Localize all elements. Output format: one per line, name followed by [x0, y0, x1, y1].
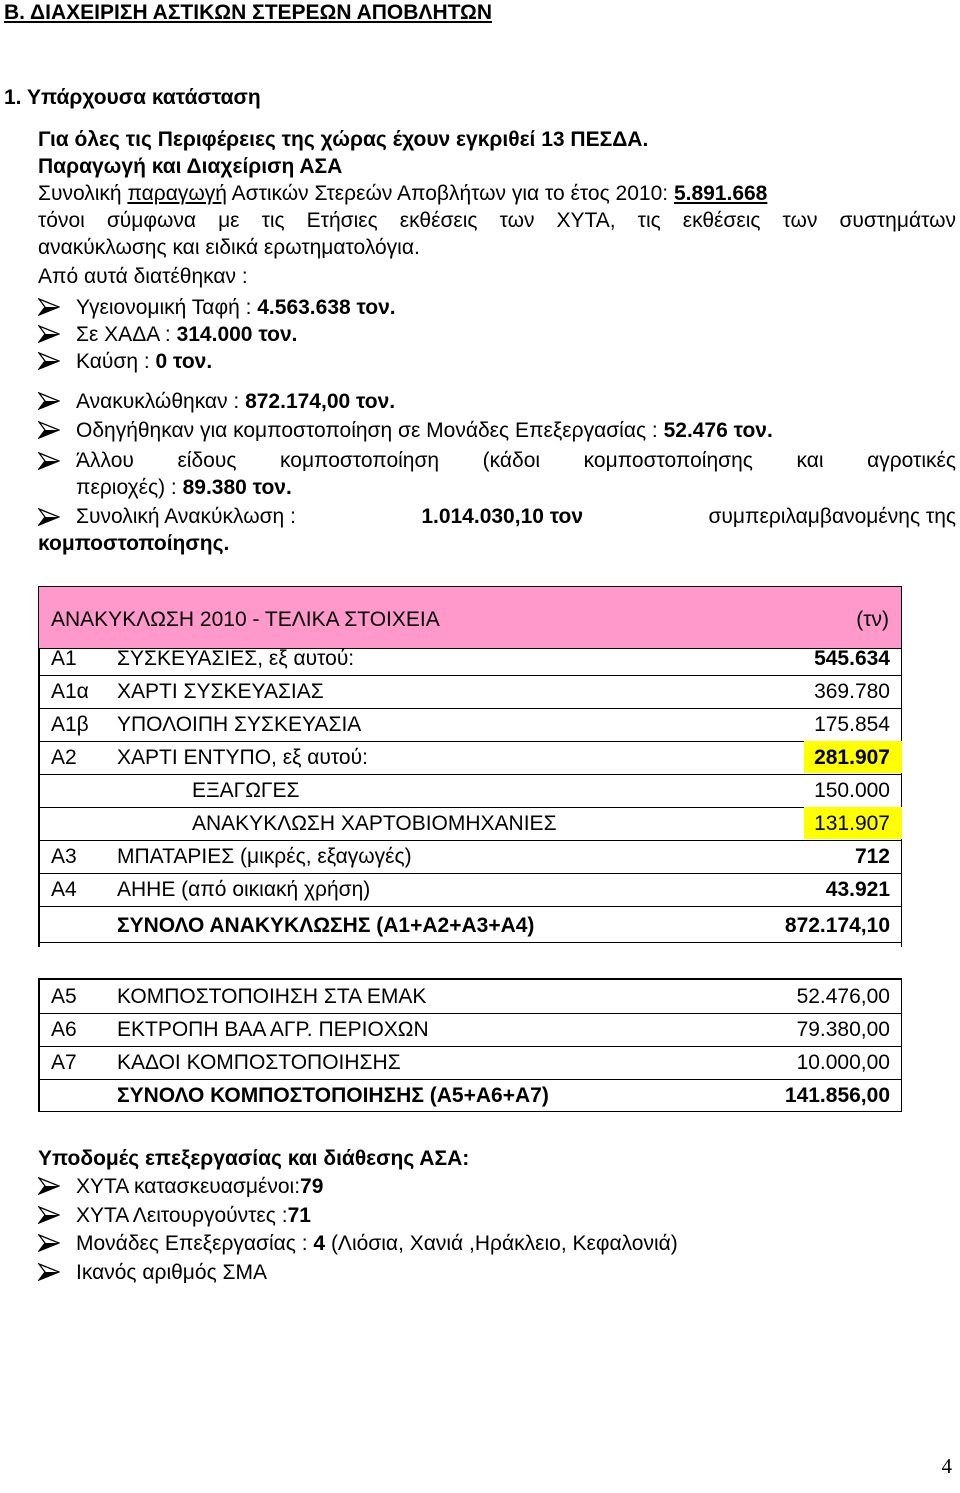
page-number: 4 — [941, 1454, 952, 1478]
table-row: Α2 ΧΑΡΤΙ ΕΝΤΥΠΟ, εξ αυτού: 281.907 — [38, 741, 902, 775]
table-row: Α1β ΥΠΟΛΟΙΠΗ ΣΥΣΚΕΥΑΣΙΑ 175.854 — [38, 708, 902, 742]
arrow-bullet-icon — [38, 1263, 60, 1281]
arrow-bullet-icon — [38, 325, 60, 343]
table-row: ΕΞΑΓΩΓΕΣ 150.000 — [38, 774, 902, 808]
arrow-bullet-icon — [38, 1234, 60, 1252]
bullet-landfill: Υγειονομική Ταφή : 4.563.638 τον. — [38, 295, 396, 321]
infra-item: ΧΥΤΑ κατασκευασμένοι:79 — [38, 1174, 323, 1200]
intro-paragraph: Για όλες τις Περιφέρειες της χώρας έχουν εγκριθεί 13 ΠΕΣΔΑ. — [38, 128, 649, 151]
production-line: Συνολική παραγωγή Αστικών Στερεών Αποβλήτων για το έτος 2010: 5.891.668 — [38, 182, 768, 205]
arrow-bullet-icon — [38, 352, 60, 370]
table-row: Α1α ΧΑΡΤΙ ΣΥΣΚΕΥΑΣΙΑΣ 369.780 — [38, 675, 902, 709]
arrow-bullet-icon — [38, 1206, 60, 1224]
bullet-incineration: Καύση : 0 τον. — [38, 349, 212, 375]
production-line-3: ανακύκλωσης και ειδικά ερωτηματολόγια. — [38, 236, 420, 259]
bullet-xada: Σε ΧΑΔΑ : 314.000 τον. — [38, 322, 297, 348]
page-heading: Β. ΔΙΑΧΕΙΡΙΣΗ ΑΣΤΙΚΩΝ ΣΤΕΡΕΩΝ ΑΠΟΒΛΗΤΩΝ — [4, 1, 493, 24]
table-unit: (τν) — [856, 608, 889, 631]
bullet-composting-units: Οδηγήθηκαν για κομποστοποίηση σε Μονάδες Επεξεργασίας : 52.476 τον. — [38, 418, 773, 444]
infra-item: Ικανός αριθμός ΣΜΑ — [38, 1260, 267, 1286]
section-title: 1. Υπάρχουσα κατάσταση — [4, 86, 261, 109]
arrow-bullet-icon — [38, 298, 60, 316]
table-header — [38, 586, 902, 649]
table-row: Α3 ΜΠΑΤΑΡΙΕΣ (μικρές, εξαγωγές) 712 — [38, 840, 902, 874]
arrow-bullet-icon — [38, 1177, 60, 1195]
table-title: ΑΝΑΚΥΚΛΩΣΗ 2010 - ΤΕΛΙΚΑ ΣΤΟΙΧΕΙΑ — [51, 608, 440, 631]
infra-item: Μονάδες Επεξεργασίας : 4 (Λιόσια, Χανιά ,Ηράκλειο, Κεφαλονιά) — [38, 1231, 678, 1257]
table-row: Α6 ΕΚΤΡΟΠΗ ΒΑΑ ΑΓΡ. ΠΕΡΙΟΧΩΝ 79.380,00 — [38, 1013, 902, 1047]
arrow-bullet-icon — [38, 421, 60, 439]
infra-item: ΧΥΤΑ Λειτουργούντες :71 — [38, 1203, 311, 1229]
disposal-intro: Από αυτά διατέθηκαν : — [38, 265, 248, 288]
arrow-bullet-icon — [38, 508, 60, 526]
production-line-2: τόνοι σύμφωνα με τις Ετήσιες εκθέσεις των ΧΥΤΑ, τις εκθέσεις των συστημάτων — [38, 209, 956, 232]
infrastructure-title: Υποδομές επεξεργασίας και διάθεσης ΑΣΑ: — [38, 1147, 470, 1170]
recycling-table — [38, 586, 902, 1106]
total-composting-row: ΣΥΝΟΛΟ ΚΟΜΠΟΣΤΟΠΟΙΗΣΗΣ (Α5+Α6+Α7) 141.856,00 — [38, 1079, 902, 1112]
bullet-recycled: Ανακυκλώθηκαν : 872.174,00 τον. — [38, 389, 395, 415]
arrow-bullet-icon — [38, 392, 60, 410]
table-row: Α1 ΣΥΣΚΕΥΑΣΙΕΣ, εξ αυτού: 545.634 — [38, 642, 902, 676]
total-recycling-row: ΣΥΝΟΛΟ ΑΝΑΚΥΚΛΩΣΗΣ (Α1+Α2+Α3+Α4) 872.174,10 — [38, 906, 902, 943]
arrow-bullet-icon — [38, 452, 60, 470]
table-row: Α5 ΚΟΜΠΟΣΤΟΠΟΙΗΣΗ ΣΤΑ ΕΜΑΚ 52.476,00 — [38, 980, 902, 1014]
subheading: Παραγωγή και Διαχείριση ΑΣΑ — [38, 155, 343, 178]
table-row: Α4 ΑΗΗΕ (από οικιακή χρήση) 43.921 — [38, 873, 902, 907]
table-row: ΑΝΑΚΥΚΛΩΣΗ ΧΑΡΤΟΒΙΟΜΗΧΑΝΙΕΣ 131.907 — [38, 807, 902, 841]
table-row: Α7 ΚΑΔΟΙ ΚΟΜΠΟΣΤΟΠΟΙΗΣΗΣ 10.000,00 — [38, 1046, 902, 1080]
